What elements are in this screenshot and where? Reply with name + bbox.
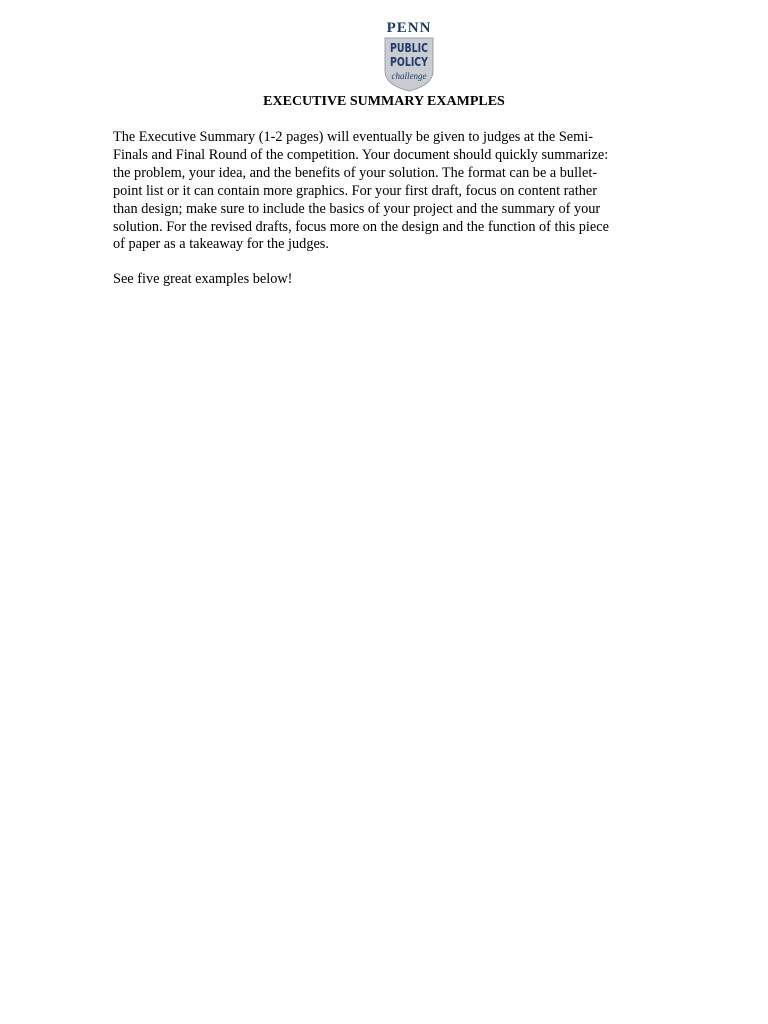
paragraph-line: The Executive Summary (1-2 pages) will eventually be given to judges at the Semi- (113, 129, 594, 145)
examples-note: See five great examples below! (113, 271, 293, 287)
paragraph-line: of paper as a takeaway for the judges. (113, 236, 329, 253)
paragraph-line: the problem, your idea, and the benefits of your solution. The format can be a bullet- (113, 164, 598, 181)
logo-penn-text: PENN (386, 20, 432, 36)
page-title: EXECUTIVE SUMMARY EXAMPLES (263, 94, 505, 109)
paragraph-line: than design; make sure to include the basics of your project and the summary of your (113, 200, 601, 217)
paragraph-line: Finals and Final Round of the competition. Your document should quickly summarize: (113, 146, 609, 163)
paragraph-line: solution. For the revised drafts, focus more on the design and the function of this piece (113, 218, 609, 235)
logo-challenge-text: challenge (391, 71, 427, 81)
penn-public-policy-challenge-logo (383, 20, 435, 92)
paragraph-line: point list or it can contain more graphics. For your first draft, focus on content rather (113, 182, 597, 199)
logo-public-text: PUBLIC (390, 41, 428, 55)
logo-policy-text: POLICY (390, 55, 428, 69)
intro-paragraph (113, 129, 658, 254)
